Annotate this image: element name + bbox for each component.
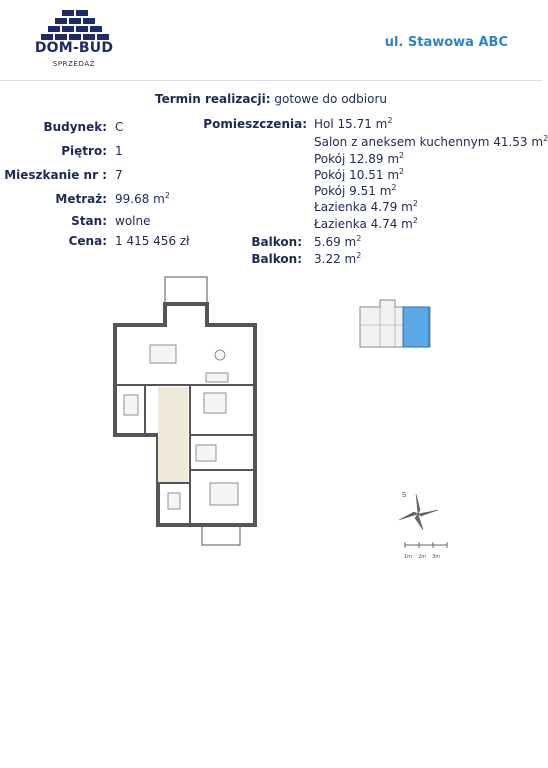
compass-icon <box>393 490 443 532</box>
room-item: Pokój 9.51 $m^2$ <box>314 183 397 198</box>
compass-letter: S <box>402 491 407 499</box>
balcony-value: 3.22 $m^2$ <box>314 251 362 266</box>
page-header <box>0 0 542 81</box>
apartment-label: Mieszkanie nr : <box>4 168 107 182</box>
status-label: Stan: <box>71 214 107 228</box>
balcony-label: Balkon: <box>251 235 302 249</box>
apartment-value: 7 <box>115 168 123 182</box>
building-label: Budynek: <box>43 120 107 134</box>
address: ul. Stawowa ABC <box>384 35 508 50</box>
balcony-label: Balkon: <box>251 252 302 266</box>
area-label: Metraż: <box>55 192 107 206</box>
room-item: Hol 15.71 $m^2$ <box>314 116 393 131</box>
room-item: Pokój 10.51 $m^2$ <box>314 167 405 182</box>
scale-bar <box>404 534 448 560</box>
balcony-value: 5.69 $m^2$ <box>314 234 362 249</box>
floor-plan <box>110 275 270 550</box>
logo-text: DOM-BUD <box>34 40 114 56</box>
building-key-plan <box>355 295 435 355</box>
scale-label: 1m <box>404 554 413 560</box>
room-item: Łazienka 4.79 $m^2$ <box>314 199 418 214</box>
room-item: Łazienka 4.74 $m^2$ <box>314 216 418 231</box>
floor-label: Piętro: <box>61 144 107 158</box>
completion-term <box>0 92 542 106</box>
price-value: 1 415 456 zł <box>115 234 190 248</box>
price-label: Cena: <box>68 234 107 248</box>
term-label: Termin realizacji: <box>154 92 271 106</box>
area-value: 99.68 $m^2$ <box>115 191 170 206</box>
scale-label: 2m <box>418 554 427 560</box>
status-value: wolne <box>115 214 151 228</box>
scale-line <box>404 541 448 549</box>
logo-subtitle: SPRZEDAŻ <box>52 60 96 68</box>
room-item: Pokój 12.89 $m^2$ <box>314 151 405 166</box>
room-item: Salon z aneksem kuchennym 41.53 $m^2$ <box>314 134 548 149</box>
scale-label: 3m <box>432 554 441 560</box>
floor-value: 1 <box>115 144 123 158</box>
term-value: gotowe do odbioru <box>274 92 387 106</box>
rooms-label: Pomieszczenia: <box>203 117 307 131</box>
building-value: C <box>115 120 124 134</box>
logo-bricks-icon <box>36 10 114 40</box>
